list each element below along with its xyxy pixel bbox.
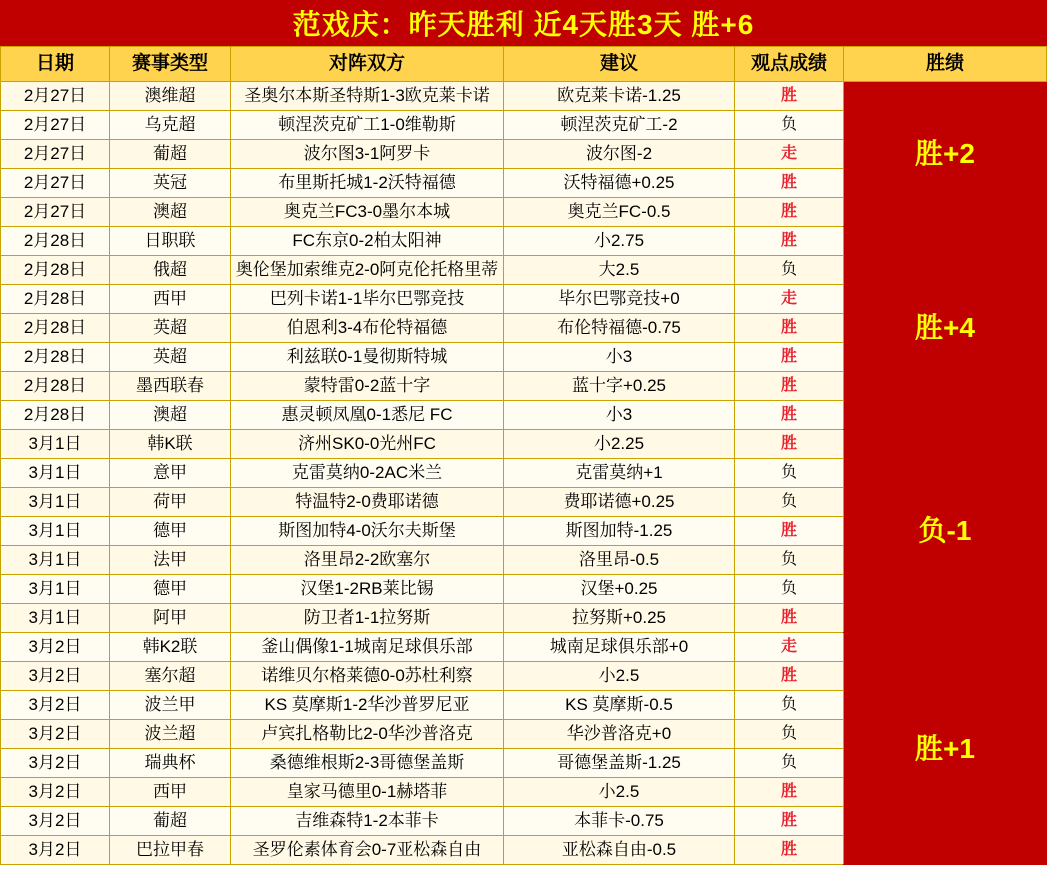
cell-date: 2月28日 — [1, 314, 110, 343]
result-badge: 负 — [780, 725, 797, 742]
cell-result — [735, 169, 844, 198]
cell-date: 2月28日 — [1, 227, 110, 256]
cell-date: 2月27日 — [1, 169, 110, 198]
cell-date: 2月27日 — [1, 140, 110, 169]
cell-advice: 华沙普洛克+0 — [504, 720, 735, 749]
result-badge: 走 — [780, 145, 797, 162]
result-badge: 负 — [780, 261, 797, 278]
cell-league: 阿甲 — [110, 604, 231, 633]
cell-league: 韩K联 — [110, 430, 231, 459]
cell-date: 3月2日 — [1, 836, 110, 865]
cell-result — [735, 720, 844, 749]
cell-result — [735, 778, 844, 807]
cell-match: 奥克兰FC3-0墨尔本城 — [231, 198, 504, 227]
cell-date: 3月1日 — [1, 604, 110, 633]
cell-league: 墨西联春 — [110, 372, 231, 401]
cell-match: 防卫者1-1拉努斯 — [231, 604, 504, 633]
cell-advice: 小2.5 — [504, 662, 735, 691]
cell-match: 布里斯托城1-2沃特福德 — [231, 169, 504, 198]
cell-league: 葡超 — [110, 140, 231, 169]
cell-date: 2月27日 — [1, 82, 110, 111]
result-badge: 负 — [780, 493, 797, 510]
table-row — [1, 227, 1047, 256]
cell-result — [735, 546, 844, 575]
cell-match: 诺维贝尔格莱德0-0苏杜利察 — [231, 662, 504, 691]
cell-match: 顿涅茨克矿工1-0维勒斯 — [231, 111, 504, 140]
cell-advice: 毕尔巴鄂竞技+0 — [504, 285, 735, 314]
cell-date: 2月27日 — [1, 198, 110, 227]
cell-result — [735, 343, 844, 372]
cell-date: 3月1日 — [1, 546, 110, 575]
cell-league: 澳超 — [110, 401, 231, 430]
cell-match: 圣罗伦素体育会0-7亚松森自由 — [231, 836, 504, 865]
cell-result — [735, 227, 844, 256]
result-badge: 胜 — [780, 522, 797, 539]
result-badge: 走 — [780, 638, 797, 655]
cell-date: 3月1日 — [1, 488, 110, 517]
predictions-table — [0, 46, 1047, 865]
cell-result — [735, 662, 844, 691]
cell-result — [735, 517, 844, 546]
cell-match: 奥伦堡加索维克2-0阿克伦托格里蒂 — [231, 256, 504, 285]
result-badge: 负 — [780, 116, 797, 133]
cell-league: 波兰甲 — [110, 691, 231, 720]
column-header-result: 观点成绩 — [735, 47, 844, 82]
cell-date: 3月2日 — [1, 778, 110, 807]
cell-advice: 蓝十字+0.25 — [504, 372, 735, 401]
cell-result — [735, 807, 844, 836]
cell-advice: 本菲卡-0.75 — [504, 807, 735, 836]
cell-advice: KS 莫摩斯-0.5 — [504, 691, 735, 720]
cell-match: 巴列卡诺1-1毕尔巴鄂竞技 — [231, 285, 504, 314]
cell-league: 塞尔超 — [110, 662, 231, 691]
cell-league: 意甲 — [110, 459, 231, 488]
result-badge: 胜 — [780, 406, 797, 423]
result-badge: 胜 — [780, 174, 797, 191]
result-badge: 胜 — [780, 87, 797, 104]
group-summary: 负-1 — [844, 430, 1047, 633]
column-header-league: 赛事类型 — [110, 47, 231, 82]
cell-league: 乌克超 — [110, 111, 231, 140]
result-badge: 走 — [780, 290, 797, 307]
cell-date: 2月28日 — [1, 372, 110, 401]
result-badge: 负 — [780, 580, 797, 597]
cell-match: FC东京0-2柏太阳神 — [231, 227, 504, 256]
result-badge: 胜 — [780, 348, 797, 365]
cell-result — [735, 285, 844, 314]
cell-league: 英冠 — [110, 169, 231, 198]
result-badge: 负 — [780, 551, 797, 568]
cell-date: 3月1日 — [1, 517, 110, 546]
cell-league: 德甲 — [110, 575, 231, 604]
cell-league: 韩K2联 — [110, 633, 231, 662]
result-badge: 负 — [780, 754, 797, 771]
group-summary: 胜+2 — [844, 82, 1047, 227]
cell-advice: 欧克莱卡诺-1.25 — [504, 82, 735, 111]
table-header-row — [1, 47, 1047, 82]
cell-date: 3月2日 — [1, 662, 110, 691]
cell-league: 法甲 — [110, 546, 231, 575]
cell-advice: 克雷莫纳+1 — [504, 459, 735, 488]
cell-date: 3月2日 — [1, 691, 110, 720]
cell-date: 2月28日 — [1, 285, 110, 314]
cell-match: 斯图加特4-0沃尔夫斯堡 — [231, 517, 504, 546]
cell-league: 澳维超 — [110, 82, 231, 111]
cell-result — [735, 430, 844, 459]
cell-result — [735, 198, 844, 227]
result-badge: 胜 — [780, 377, 797, 394]
page-title: 范戏庆：昨天胜利 近4天胜3天 胜+6 — [0, 0, 1047, 46]
cell-advice: 小2.25 — [504, 430, 735, 459]
cell-result — [735, 749, 844, 778]
cell-date: 3月1日 — [1, 430, 110, 459]
cell-date: 3月2日 — [1, 807, 110, 836]
cell-match: 桑德维根斯2-3哥德堡盖斯 — [231, 749, 504, 778]
cell-advice: 汉堡+0.25 — [504, 575, 735, 604]
cell-match: 济州SK0-0光州FC — [231, 430, 504, 459]
cell-advice: 小2.5 — [504, 778, 735, 807]
result-badge: 负 — [780, 696, 797, 713]
cell-advice: 洛里昂-0.5 — [504, 546, 735, 575]
cell-league: 德甲 — [110, 517, 231, 546]
group-summary: 胜+1 — [844, 633, 1047, 865]
cell-date: 3月2日 — [1, 720, 110, 749]
cell-league: 英超 — [110, 343, 231, 372]
result-badge: 胜 — [780, 667, 797, 684]
cell-result — [735, 314, 844, 343]
column-header-date: 日期 — [1, 47, 110, 82]
table-row — [1, 633, 1047, 662]
cell-advice: 沃特福德+0.25 — [504, 169, 735, 198]
cell-match: 克雷莫纳0-2AC米兰 — [231, 459, 504, 488]
cell-date: 3月1日 — [1, 459, 110, 488]
cell-advice: 小3 — [504, 401, 735, 430]
cell-league: 波兰超 — [110, 720, 231, 749]
result-badge: 胜 — [780, 203, 797, 220]
cell-match: 洛里昂2-2欧塞尔 — [231, 546, 504, 575]
cell-result — [735, 575, 844, 604]
result-badge: 负 — [780, 464, 797, 481]
result-badge: 胜 — [780, 232, 797, 249]
result-badge: 胜 — [780, 812, 797, 829]
cell-match: 汉堡1-2RB莱比锡 — [231, 575, 504, 604]
cell-league: 荷甲 — [110, 488, 231, 517]
cell-match: 圣奥尔本斯圣特斯1-3欧克莱卡诺 — [231, 82, 504, 111]
cell-league: 西甲 — [110, 778, 231, 807]
cell-advice: 费耶诺德+0.25 — [504, 488, 735, 517]
table-row — [1, 82, 1047, 111]
cell-league: 瑞典杯 — [110, 749, 231, 778]
cell-match: 蒙特雷0-2蓝十字 — [231, 372, 504, 401]
cell-result — [735, 140, 844, 169]
cell-advice: 波尔图-2 — [504, 140, 735, 169]
cell-advice: 城南足球俱乐部+0 — [504, 633, 735, 662]
cell-league: 日职联 — [110, 227, 231, 256]
cell-match: 波尔图3-1阿罗卡 — [231, 140, 504, 169]
cell-result — [735, 633, 844, 662]
cell-league: 俄超 — [110, 256, 231, 285]
result-badge: 胜 — [780, 841, 797, 858]
cell-advice: 布伦特福德-0.75 — [504, 314, 735, 343]
cell-date: 2月28日 — [1, 256, 110, 285]
result-badge: 胜 — [780, 435, 797, 452]
table-body — [1, 82, 1047, 865]
cell-match: 伯恩利3-4布伦特福德 — [231, 314, 504, 343]
column-header-advice: 建议 — [504, 47, 735, 82]
cell-date: 3月1日 — [1, 575, 110, 604]
cell-match: 釜山偶像1-1城南足球俱乐部 — [231, 633, 504, 662]
cell-result — [735, 401, 844, 430]
cell-result — [735, 459, 844, 488]
cell-match: 惠灵顿凤凰0-1悉尼 FC — [231, 401, 504, 430]
cell-advice: 小2.75 — [504, 227, 735, 256]
cell-league: 澳超 — [110, 198, 231, 227]
cell-date: 3月2日 — [1, 633, 110, 662]
cell-date: 3月2日 — [1, 749, 110, 778]
cell-advice: 小3 — [504, 343, 735, 372]
cell-advice: 亚松森自由-0.5 — [504, 836, 735, 865]
cell-league: 巴拉甲春 — [110, 836, 231, 865]
result-badge: 胜 — [780, 609, 797, 626]
cell-advice: 斯图加特-1.25 — [504, 517, 735, 546]
cell-result — [735, 82, 844, 111]
cell-date: 2月28日 — [1, 343, 110, 372]
cell-result — [735, 488, 844, 517]
cell-league: 西甲 — [110, 285, 231, 314]
cell-date: 2月28日 — [1, 401, 110, 430]
cell-result — [735, 372, 844, 401]
cell-advice: 大2.5 — [504, 256, 735, 285]
cell-match: 皇家马德里0-1赫塔菲 — [231, 778, 504, 807]
cell-result — [735, 691, 844, 720]
cell-result — [735, 256, 844, 285]
cell-match: 卢宾扎格勒比2-0华沙普洛克 — [231, 720, 504, 749]
column-header-match: 对阵双方 — [231, 47, 504, 82]
cell-match: 吉维森特1-2本菲卡 — [231, 807, 504, 836]
result-badge: 胜 — [780, 783, 797, 800]
result-badge: 胜 — [780, 319, 797, 336]
cell-league: 葡超 — [110, 807, 231, 836]
group-summary: 胜+4 — [844, 227, 1047, 430]
cell-match: KS 莫摩斯1-2华沙普罗尼亚 — [231, 691, 504, 720]
cell-advice: 拉努斯+0.25 — [504, 604, 735, 633]
cell-result — [735, 111, 844, 140]
cell-result — [735, 836, 844, 865]
table-row — [1, 430, 1047, 459]
cell-advice: 奥克兰FC-0.5 — [504, 198, 735, 227]
cell-league: 英超 — [110, 314, 231, 343]
cell-date: 2月27日 — [1, 111, 110, 140]
cell-result — [735, 604, 844, 633]
cell-advice: 哥德堡盖斯-1.25 — [504, 749, 735, 778]
cell-advice: 顿涅茨克矿工-2 — [504, 111, 735, 140]
column-header-group: 胜绩 — [844, 47, 1047, 82]
cell-match: 利兹联0-1曼彻斯特城 — [231, 343, 504, 372]
cell-match: 特温特2-0费耶诺德 — [231, 488, 504, 517]
